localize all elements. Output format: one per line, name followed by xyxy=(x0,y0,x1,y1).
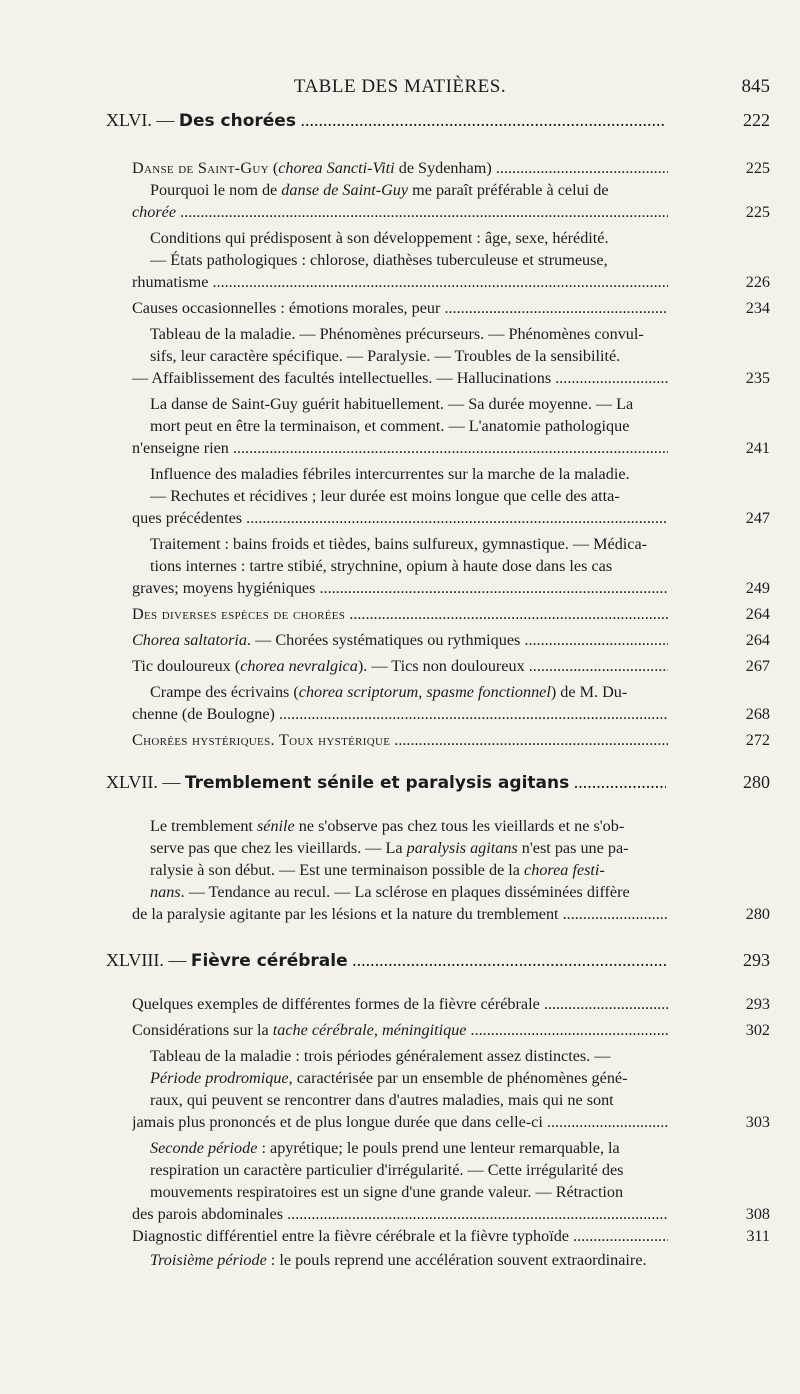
toc-entry: Chorea saltatoria. — Chorées systématiques ou rythmiques ..... xyxy=(132,630,668,650)
toc-entry-continuation: nans. — Tendance au recul. — La sclérose en plaques disséminées diffère xyxy=(150,883,630,901)
toc-entry: Chorées hystériques. Toux hystérique ..... xyxy=(132,730,668,750)
toc-entry-continuation: respiration un caractère particulier d'irrégularité. — Cette irrégularité des xyxy=(150,1161,624,1179)
toc-entry-page: 311 xyxy=(746,1227,770,1245)
toc-entry-continuation: — Affaiblissement des facultés intellectuelles. — Hallucinations ..... xyxy=(132,368,668,388)
chapter-48-title: XLVIII. — Fièvre cérébrale ..... xyxy=(106,950,666,971)
toc-entry-page: 234 xyxy=(745,299,770,317)
toc-entry: Traitement : bains froids et tièdes, bains sulfureux, gymnastique. — Médica- xyxy=(150,535,648,553)
page-header xyxy=(0,76,800,102)
toc-entry-continuation: chenne (de Boulogne) ..... xyxy=(132,704,668,724)
toc-entry: Tableau de la maladie : trois périodes généralement assez distinctes. — xyxy=(150,1047,611,1065)
toc-entry-continuation: raux, qui peuvent se rencontrer dans d'autres maladies, mais qui ne sont xyxy=(150,1091,614,1109)
toc-entry: Influence des maladies fébriles intercurrentes sur la marche de la maladie. xyxy=(150,465,630,483)
toc-entry: Danse de Saint-Guy (chorea Sancti-Viti de Sydenham) ..... xyxy=(132,158,668,178)
toc-entry-page: 272 xyxy=(745,731,770,749)
toc-entry: Le tremblement sénile ne s'observe pas chez tous les vieillards et ne s'ob- xyxy=(150,817,625,835)
toc-entry: Pourquoi le nom de danse de Saint-Guy me paraît préférable à celui de xyxy=(150,181,609,199)
toc-entry-continuation: graves; moyens hygiéniques ..... xyxy=(132,578,668,598)
toc-entry: Troisième période : le pouls reprend une accélération souvent extraordinaire. xyxy=(150,1251,647,1269)
chapter-48-page: 293 xyxy=(743,950,770,970)
toc-entry: Causes occasionnelles : émotions morales, peur ..... xyxy=(132,298,668,318)
toc-entry: Conditions qui prédisposent à son développement : âge, sexe, hérédité. xyxy=(150,229,609,247)
toc-entry-page: 280 xyxy=(745,905,770,923)
toc-entry-page: 268 xyxy=(745,705,770,723)
toc-entry-page: 235 xyxy=(745,369,770,387)
toc-entry: Considérations sur la tache cérébrale, méningitique ..... xyxy=(132,1020,668,1040)
toc-entry-continuation: — Rechutes et récidives ; leur durée est moins longue que celle des atta- xyxy=(150,487,620,505)
toc-entry-continuation: n'enseigne rien ..... xyxy=(132,438,668,458)
toc-entry-continuation: serve pas que chez les vieillards. — La paralysis agitans n'est pas une pa- xyxy=(150,839,629,857)
toc-entry-page: 225 xyxy=(745,159,770,177)
toc-entry-continuation: mouvements respiratoires est un signe d'une grande valeur. — Rétraction xyxy=(150,1183,624,1201)
toc-entry-page: 247 xyxy=(745,509,770,527)
toc-entry-page: 264 xyxy=(745,605,770,623)
toc-entry: Seconde période : apyrétique; le pouls prend une lenteur remarquable, la xyxy=(150,1139,620,1157)
toc-entry-page: 267 xyxy=(745,657,770,675)
toc-entry-continuation: rhumatisme ..... xyxy=(132,272,668,292)
toc-entry-continuation: chorée ..... xyxy=(132,202,668,222)
toc-entry-page: 241 xyxy=(745,439,770,457)
chapter-46-title: XLVI. — Des chorées ..... xyxy=(106,110,666,131)
toc-entry-continuation: des parois abdominales ..... xyxy=(132,1204,668,1224)
running-title: TABLE DES MATIÈRES. xyxy=(293,76,507,97)
chapter-46-page: 222 xyxy=(743,110,770,130)
toc-entry-continuation: jamais plus prononcés et de plus longue durée que dans celle-ci ..... xyxy=(132,1112,668,1132)
toc-entry-continuation: ralysie à son début. — Est une terminaison possible de la chorea festi- xyxy=(150,861,605,879)
chapter-47-page: 280 xyxy=(743,772,770,792)
toc-entry-page: 308 xyxy=(745,1205,770,1223)
toc-entry-page: 249 xyxy=(745,579,770,597)
toc-entry-page: 226 xyxy=(745,273,770,291)
toc-entry: Des diverses espèces de chorées ..... xyxy=(132,604,668,624)
toc-entry-continuation: tions internes : tartre stibié, strychnine, opium à haute dose dans les cas xyxy=(150,557,613,575)
chapter-47-title: XLVII. — Tremblement sénile et paralysis agitans ..... xyxy=(106,772,666,793)
toc-entry-page: 293 xyxy=(745,995,770,1013)
toc-entry-page: 264 xyxy=(745,631,770,649)
toc-entry-page: 225 xyxy=(745,203,770,221)
toc-entry-continuation: mort peut en être la terminaison, et comment. — L'anatomie pathologique xyxy=(150,417,630,435)
toc-entry-continuation: Période prodromique, caractérisée par un ensemble de phénomènes géné- xyxy=(150,1069,628,1087)
toc-entry: Crampe des écrivains (chorea scriptorum, spasme fonctionnel) de M. Du- xyxy=(150,683,628,701)
toc-entry: Tableau de la maladie. — Phénomènes précurseurs. — Phénomènes convul- xyxy=(150,325,644,343)
toc-entry-page: 302 xyxy=(745,1021,770,1039)
page-number: 845 xyxy=(741,76,770,97)
toc-entry-continuation: — États pathologiques : chlorose, diathèses tuberculeuse et strumeuse, xyxy=(150,251,608,269)
toc-entry: Diagnostic différentiel entre la fièvre cérébrale et la fièvre typhoïde ..... xyxy=(132,1226,668,1246)
toc-entry-page: 303 xyxy=(745,1113,770,1131)
toc-entry-continuation: sifs, leur caractère spécifique. — Paralysie. — Troubles de la sensibilité. xyxy=(150,347,621,365)
toc-entry: La danse de Saint-Guy guérit habituellement. — Sa durée moyenne. — La xyxy=(150,395,634,413)
toc-entry: Tic douloureux (chorea nevralgica). — Tics non douloureux ..... xyxy=(132,656,668,676)
toc-entry-continuation: de la paralysie agitante par les lésions et la nature du tremblement ..... xyxy=(132,904,668,924)
toc-entry: Quelques exemples de différentes formes de la fièvre cérébrale ..... xyxy=(132,994,668,1014)
toc-entry-continuation: ques précédentes ..... xyxy=(132,508,668,528)
